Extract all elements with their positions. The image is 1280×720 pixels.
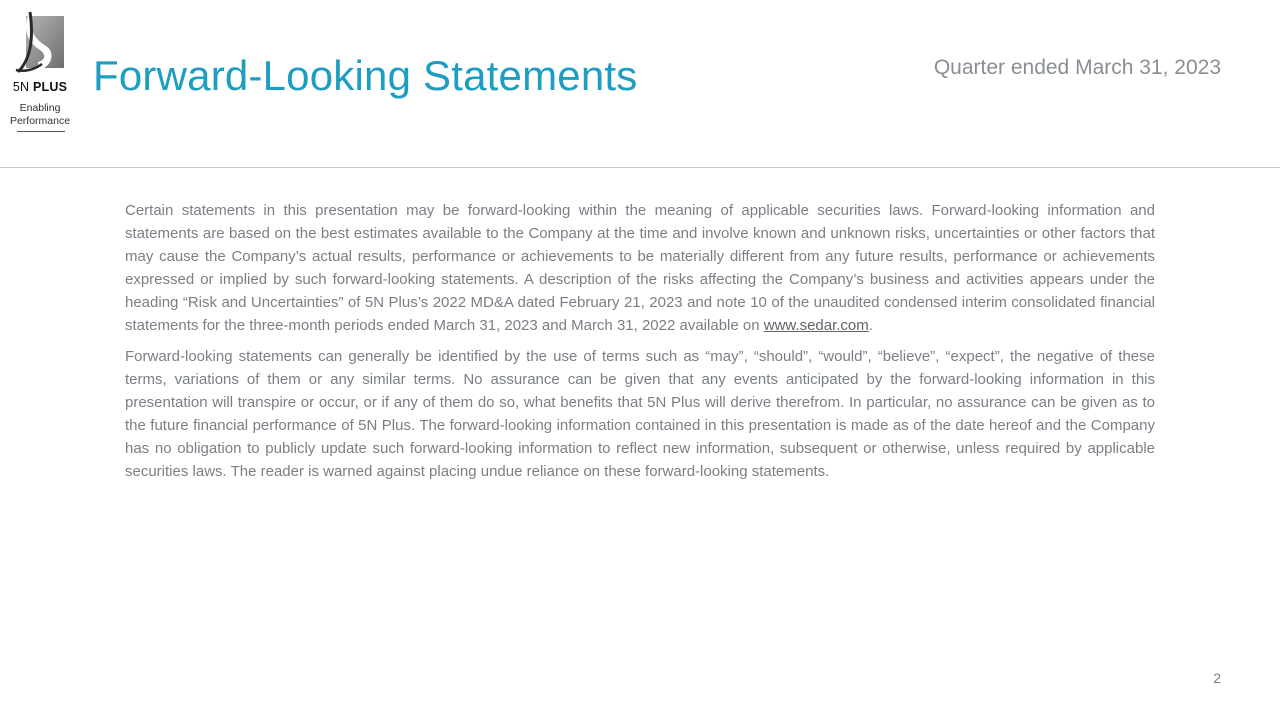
sedar-link[interactable]: www.sedar.com xyxy=(763,317,869,334)
logo-tagline xyxy=(6,102,74,128)
page-number: 2 xyxy=(1213,670,1221,686)
logo-brand-name xyxy=(6,80,74,94)
disclaimer-paragraph-2: Forward-looking statements can generally be identified by the use of terms such as “may”, “should”, “would”, “believe”, “expect”, the negative of these terms, variations of them or any similar terms. No assurance can be given that any events anticipated by the forward-looking information in this presentation will transpire or occur, or if any of them do so, what benefits that 5N Plus will derive therefrom. In particular, no assurance can be given as to the future financial performance of 5N Plus. The forward-looking information contained in this presentation is made as of the date hereof and the Company has no obligation to publicly update such forward-looking information to reflect new information, subsequent or otherwise, unless required by applicable securities laws. The reader is warned against placing undue reliance on these forward-looking statements. xyxy=(125,348,1155,480)
5n-plus-logo-icon xyxy=(12,10,68,76)
logo-brand-suffix: PLUS xyxy=(32,80,68,94)
logo-brand-prefix: 5N xyxy=(12,80,30,94)
header-divider xyxy=(0,167,1280,168)
logo-tagline-line2: Performance xyxy=(9,115,71,127)
paragraph-1-end: . xyxy=(868,317,873,334)
paragraph-1-text: Certain statements in this presentation may be forward-looking within the meaning of applicable securities laws. Forward-looking information and statements are based on the best estimates available to the Company at the time and involve known and unknown risks, uncertainties or other factors that may cause the Company’s actual results, performance or achievements to be materially different from any future results, performance or achievements expressed or implied by such forward-looking statements. A description of the risks affecting the Company’s business and activities appears under the heading “Risk and Uncertainties” of 5N Plus’s 2022 MD&A dated February 21, 2023 and note 10 of the unaudited condensed interim consolidated financial statements for the three-month periods ended March 31, 2023 and March 31, 2022 available on xyxy=(125,202,1155,334)
logo-tagline-line1: Enabling xyxy=(19,102,61,114)
page-title: Forward-Looking Statements xyxy=(93,52,638,99)
disclaimer-body xyxy=(125,199,1155,491)
reporting-period: Quarter ended March 31, 2023 xyxy=(933,56,1221,79)
disclaimer-paragraph-1 xyxy=(125,199,1155,337)
company-logo xyxy=(6,10,74,134)
logo-divider xyxy=(17,131,65,132)
